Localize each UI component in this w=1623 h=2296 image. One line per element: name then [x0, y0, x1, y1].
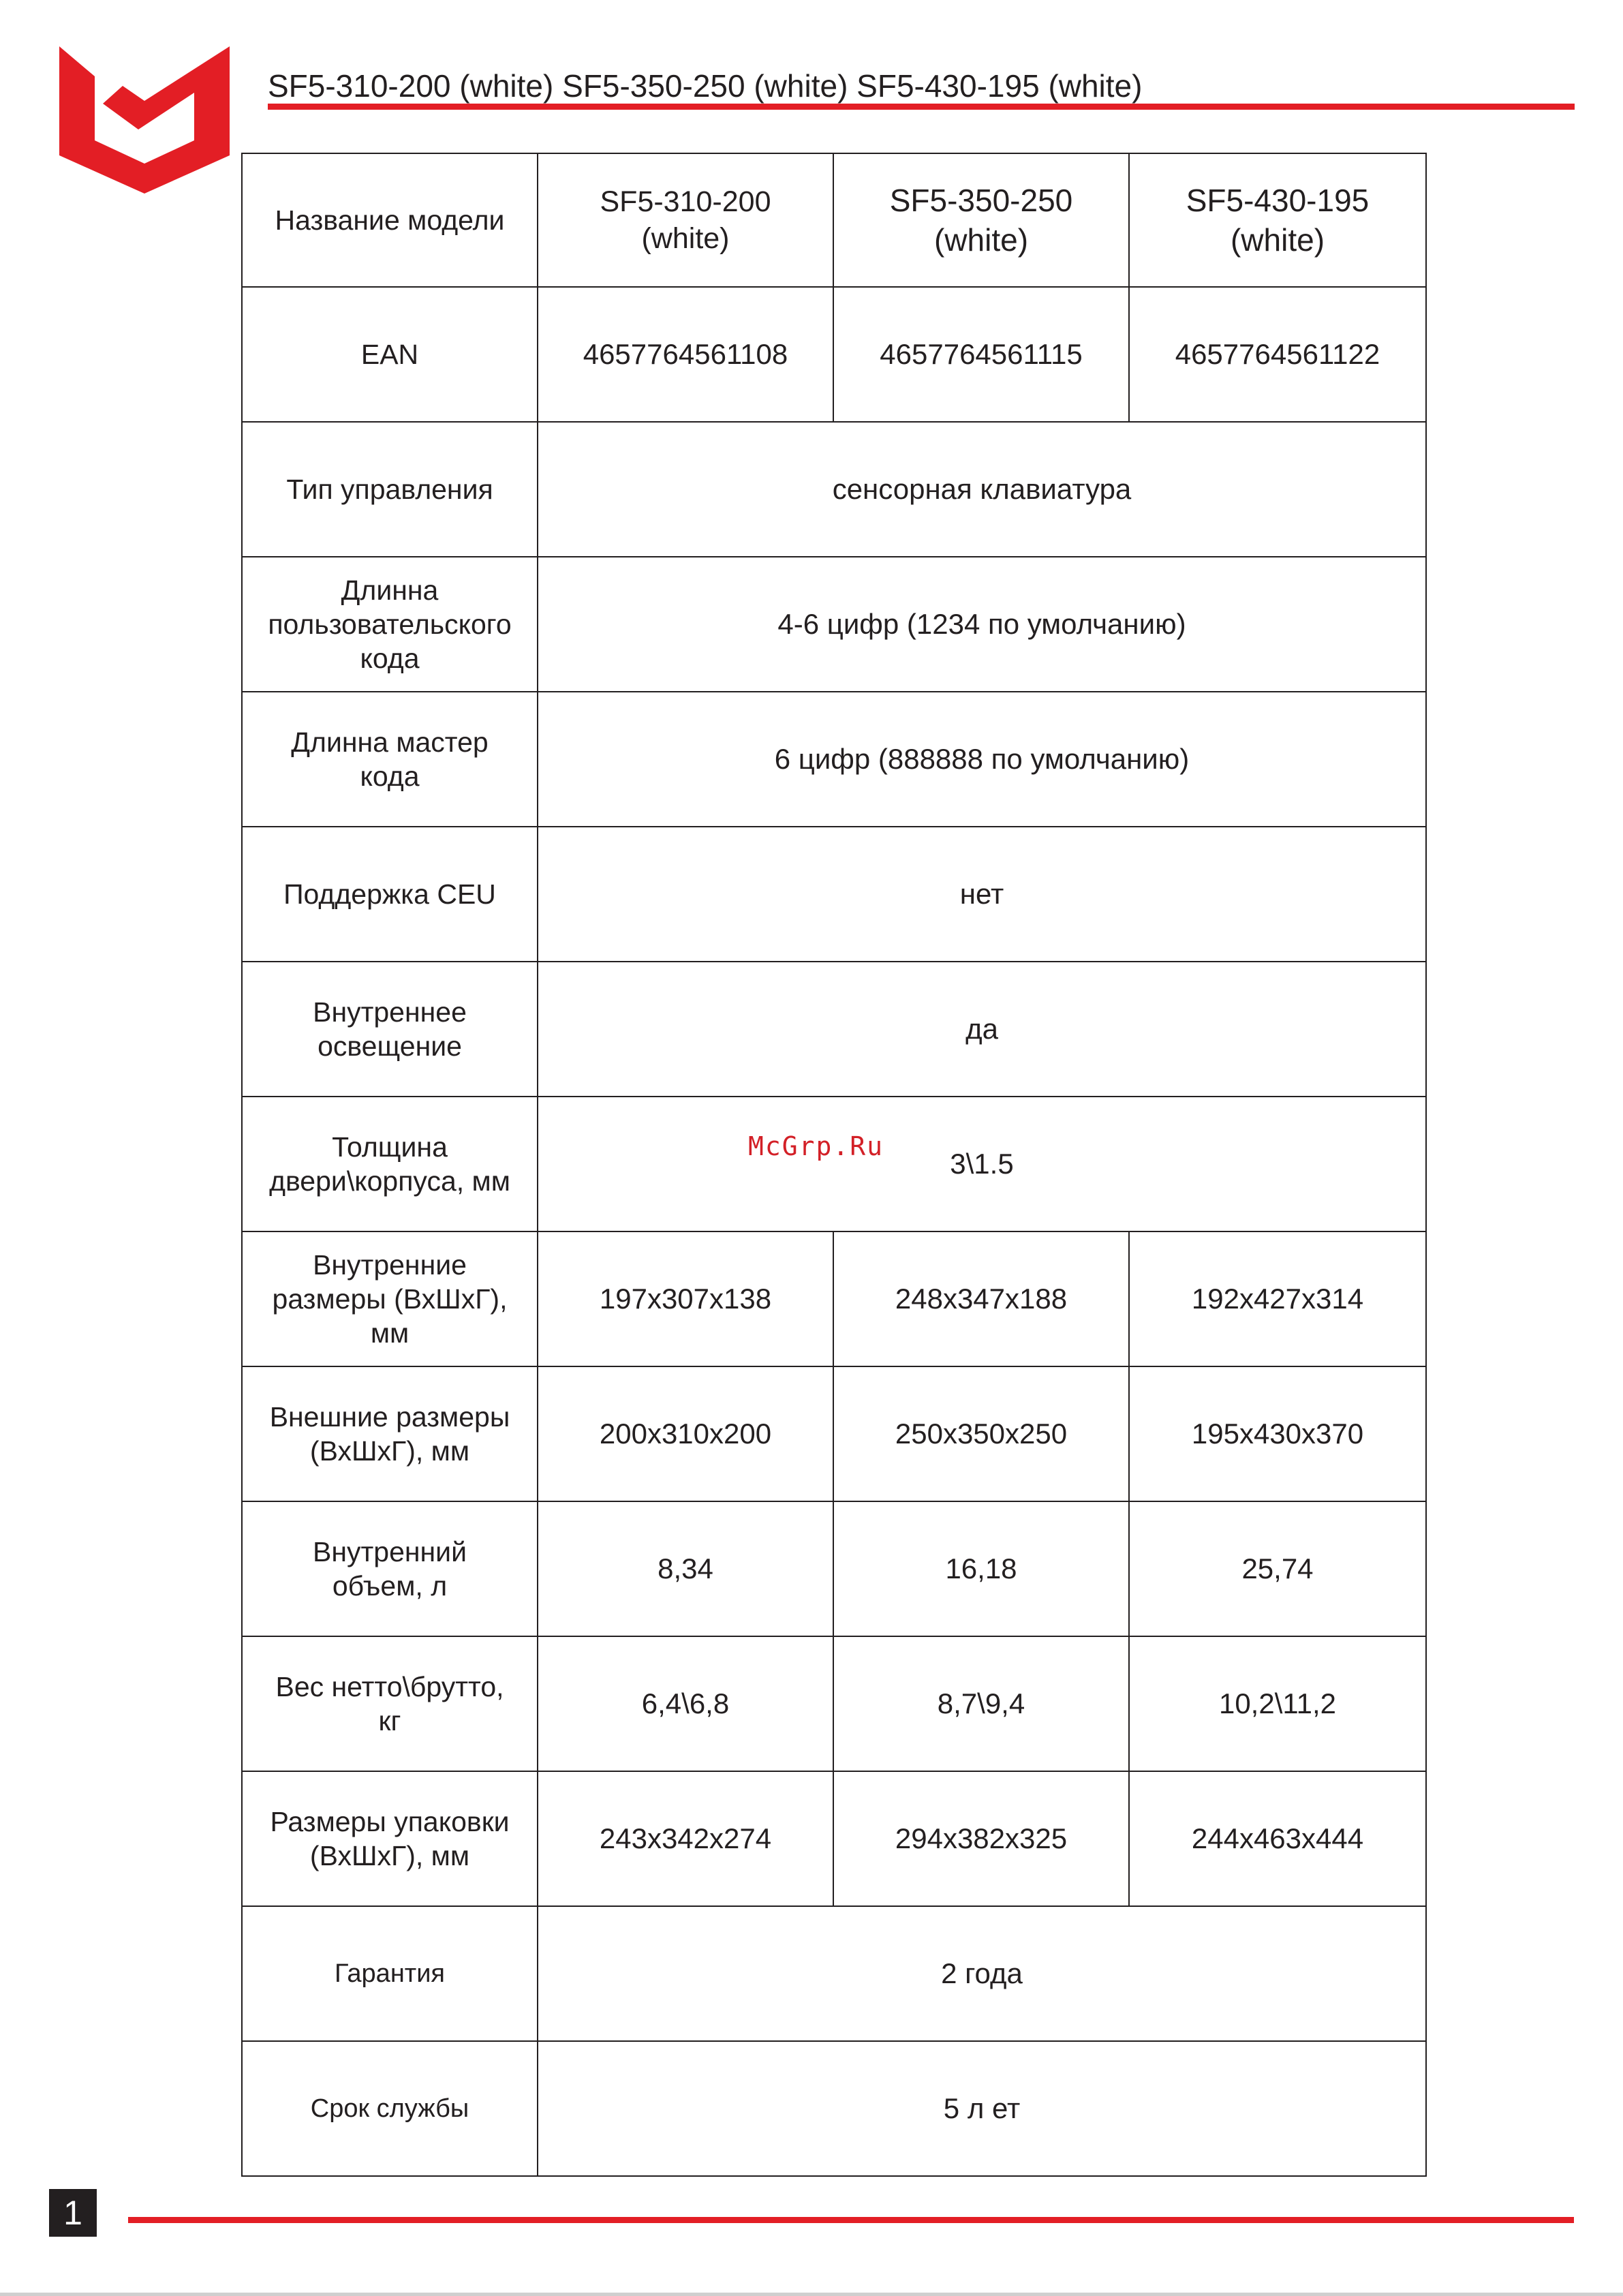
column-label-header: Название модели	[242, 153, 538, 287]
page-number: 1	[49, 2189, 97, 2237]
cell-value: 243x342x274	[538, 1771, 833, 1906]
table-row	[242, 1231, 1426, 1366]
cell-value: 6,4\6,8	[538, 1636, 833, 1771]
table-row	[242, 557, 1426, 692]
table-row	[242, 827, 1426, 962]
watermark-text: McGrp.Ru	[748, 1131, 884, 1161]
cell-value: 197x307x138	[538, 1231, 833, 1366]
table-row	[242, 962, 1426, 1097]
row-label: Внешние размеры (ВхШхГ), мм	[242, 1366, 538, 1501]
table-row	[242, 1771, 1426, 1906]
document-title: SF5-310-200 (white) SF5-350-250 (white) SF5-430-195 (white)	[268, 68, 1143, 104]
cell-value: 200x310x200	[538, 1366, 833, 1501]
cell-value: 294x382x325	[833, 1771, 1129, 1906]
row-label: EAN	[242, 287, 538, 422]
page-bottom-edge	[0, 2293, 1623, 2296]
model-header: SF5-310-200 (white)	[538, 153, 833, 287]
spec-table	[241, 153, 1427, 2177]
row-label: Длинна пользовательского кода	[242, 557, 538, 692]
cell-value: 5 л ет	[538, 2041, 1426, 2176]
row-label: Тип управления	[242, 422, 538, 557]
row-label: Толщина двери\корпуса, мм	[242, 1097, 538, 1231]
cell-value: 8,34	[538, 1501, 833, 1636]
row-label: Внутренние размеры (ВхШхГ), мм	[242, 1231, 538, 1366]
table-row	[242, 1906, 1426, 2041]
cell-value: 6 цифр (888888 по умолчанию)	[538, 692, 1426, 827]
cell-value: 8,7\9,4	[833, 1636, 1129, 1771]
row-label: Поддержка CEU	[242, 827, 538, 962]
cell-value: 2 года	[538, 1906, 1426, 2041]
cell-value: 195x430x370	[1129, 1366, 1426, 1501]
table-row	[242, 1097, 1426, 1231]
row-label: Внутреннее освещение	[242, 962, 538, 1097]
row-label: Размеры упаковки (ВхШхГ), мм	[242, 1771, 538, 1906]
table-row	[242, 1636, 1426, 1771]
header-divider	[268, 104, 1575, 110]
cell-value: 192x427x314	[1129, 1231, 1426, 1366]
cell-value: 10,2\11,2	[1129, 1636, 1426, 1771]
table-row	[242, 1501, 1426, 1636]
table-row	[242, 422, 1426, 557]
table-row	[242, 692, 1426, 827]
cell-value: 4657764561122	[1129, 287, 1426, 422]
table-row	[242, 287, 1426, 422]
cell-value: да	[538, 962, 1426, 1097]
brand-logo-icon	[54, 41, 235, 199]
row-label: Внутренний объем, л	[242, 1501, 538, 1636]
table-row	[242, 1366, 1426, 1501]
row-label: Вес нетто\брутто, кг	[242, 1636, 538, 1771]
cell-value: 25,74	[1129, 1501, 1426, 1636]
cell-value: 4-6 цифр (1234 по умолчанию)	[538, 557, 1426, 692]
table-row	[242, 2041, 1426, 2176]
cell-value: 4657764561115	[833, 287, 1129, 422]
row-label: Длинна мастер кода	[242, 692, 538, 827]
cell-value: 248x347x188	[833, 1231, 1129, 1366]
cell-value: 16,18	[833, 1501, 1129, 1636]
model-header: SF5-350-250 (white)	[833, 153, 1129, 287]
row-label: Срок службы	[242, 2041, 538, 2176]
cell-value: 244x463x444	[1129, 1771, 1426, 1906]
cell-value: сенсорная клавиатура	[538, 422, 1426, 557]
cell-value: 4657764561108	[538, 287, 833, 422]
footer-divider	[128, 2217, 1574, 2223]
table-header-row	[242, 153, 1426, 287]
cell-value: 250x350x250	[833, 1366, 1129, 1501]
cell-value: нет	[538, 827, 1426, 962]
row-label: Гарантия	[242, 1906, 538, 2041]
model-header: SF5-430-195 (white)	[1129, 153, 1426, 287]
cell-value: 3\1.5	[538, 1097, 1426, 1231]
